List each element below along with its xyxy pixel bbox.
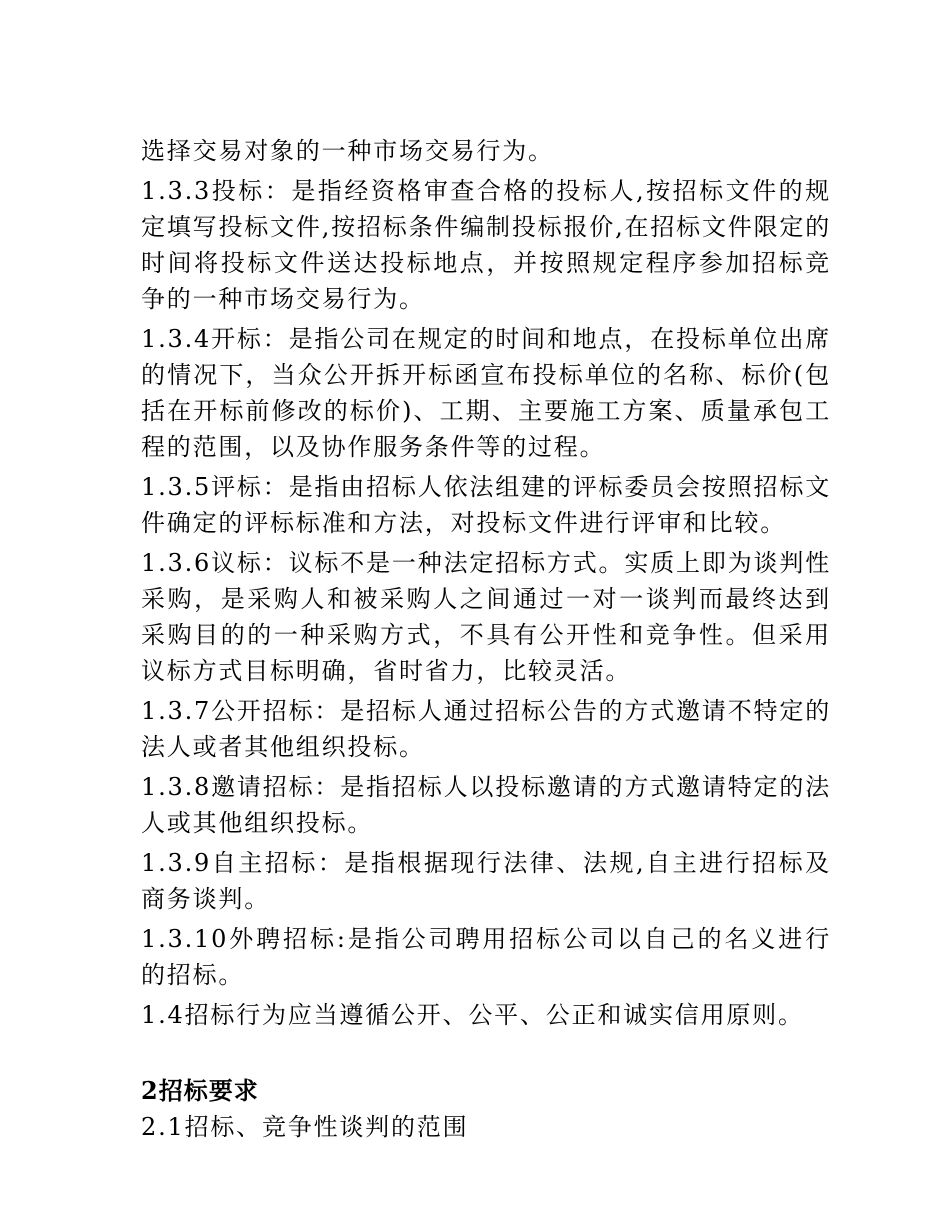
- section-heading: 2招标要求: [141, 1076, 259, 1105]
- document-body: [141, 133, 831, 1145]
- paragraph-intro-continuation: 选择交易对象的一种市场交易行为。: [141, 137, 554, 165]
- section-subheading: 2.1招标、竞争性谈判的范围: [141, 1113, 469, 1141]
- paragraph-1-3-3-bidding: 1.3.3投标：是指经资格审查合格的投标人,按招标文件的规定填写投标文件,按招标条件编制投标报价,在招标文件限定的时间将投标文件送达投标地点，并按照规定程序参加招标竞争的一种市场交易行为。: [141, 177, 831, 313]
- paragraph-1-3-9-self-tender: 1.3.9自主招标：是指根据现行法律、法规,自主进行招标及商务谈判。: [141, 849, 831, 913]
- paragraph-1-3-5-bid-evaluation: 1.3.5评标：是指由招标人依法组建的评标委员会按照招标文件确定的评标标准和方法，对投标文件进行评审和比较。: [141, 473, 831, 537]
- paragraph-1-4-principles: 1.4招标行为应当遵循公开、公平、公正和诚实信用原则。: [141, 1001, 804, 1029]
- paragraph-1-3-4-bid-opening: 1.3.4开标：是指公司在规定的时间和地点，在投标单位出席的情况下，当众公开拆开标函宣布投标单位的名称、标价(包括在开标前修改的标价)、工期、主要施工方案、质量承包工程的范围，以及协作服务条件等的过程。: [141, 325, 831, 461]
- paragraph-1-3-10-outsourced-tender: 1.3.10外聘招标:是指公司聘用招标公司以自己的名义进行的招标。: [141, 925, 831, 989]
- paragraph-1-3-8-invited-tender: 1.3.8邀请招标：是指招标人以投标邀请的方式邀请特定的法人或其他组织投标。: [141, 773, 831, 837]
- paragraph-1-3-6-negotiated-bidding: 1.3.6议标：议标不是一种法定招标方式。实质上即为谈判性采购，是采购人和被采购人之间通过一对一谈判而最终达到采购目的的一种采购方式，不具有公开性和竞争性。但采用议标方式目标明确，省时省力，比较灵活。: [141, 549, 831, 685]
- paragraph-1-3-7-open-tender: 1.3.7公开招标：是招标人通过招标公告的方式邀请不特定的法人或者其他组织投标。: [141, 697, 831, 761]
